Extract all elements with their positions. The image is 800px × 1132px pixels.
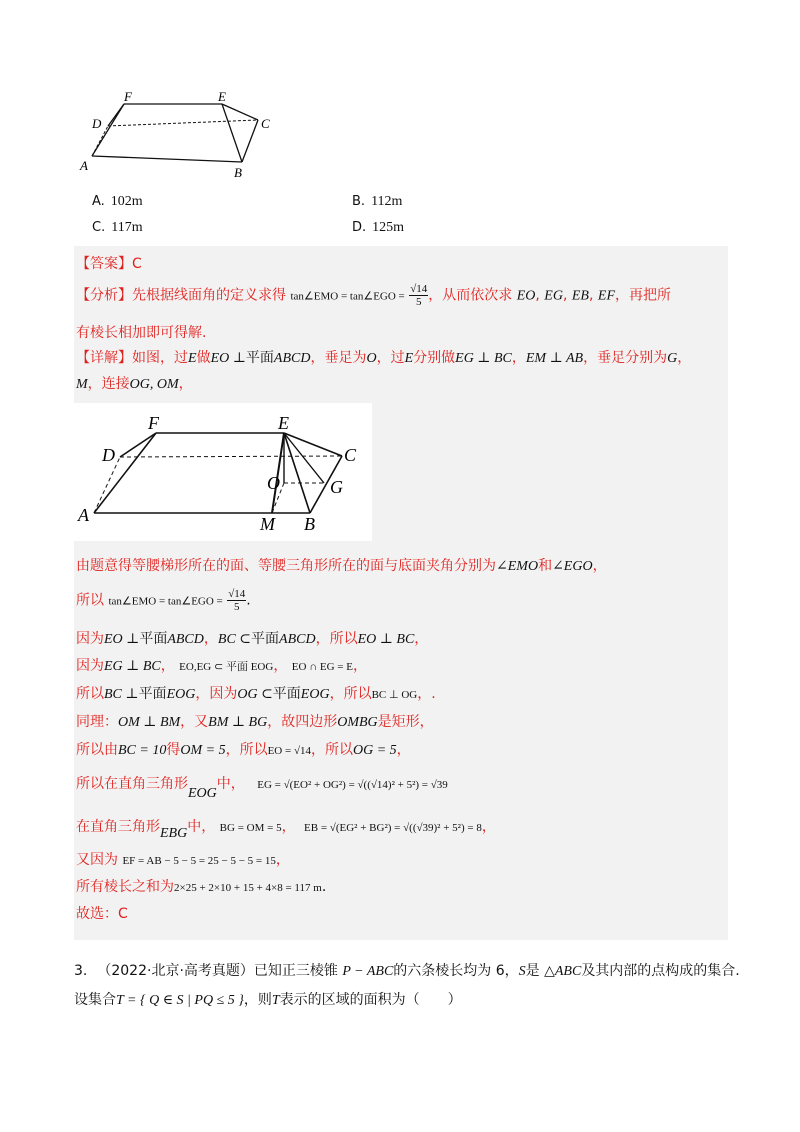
detail-text: ，垂足分别为 xyxy=(583,350,668,366)
step-text: ，所以 xyxy=(225,742,268,758)
detail-math: EG ⊥ BC xyxy=(455,351,512,366)
analysis-text-1: 先根据线面角的定义求得 xyxy=(132,287,286,304)
detail-line-1 xyxy=(76,347,691,367)
question-number: 3. xyxy=(74,963,88,979)
option-d[interactable] xyxy=(352,220,404,236)
step-text: 又因为 xyxy=(76,852,118,868)
step-text: ， xyxy=(160,658,175,674)
option-a-value: 102m xyxy=(110,194,143,209)
detail-text: 分别做 xyxy=(413,350,456,366)
step-math: EO ∩ EG = E xyxy=(291,661,353,673)
step-line-4 xyxy=(76,655,367,675)
analysis-var-EF: EF xyxy=(597,288,615,304)
edge-DC-hidden xyxy=(108,120,258,126)
detail-var-M: M xyxy=(76,377,88,392)
step-text: 因为 xyxy=(76,658,104,674)
edge-BC xyxy=(242,120,258,162)
analysis-var-EO: EO xyxy=(516,288,536,304)
step-text: ， xyxy=(273,658,288,674)
step-math: OMBG xyxy=(337,715,378,730)
step-text: 和 xyxy=(538,558,553,574)
fig1-label-A: A xyxy=(80,158,88,173)
fig1-label-B: B xyxy=(234,165,242,180)
step-text: 平面 xyxy=(251,631,280,647)
fig2-label-F: F xyxy=(148,413,159,433)
step-math: BC ⊥ xyxy=(104,687,139,702)
analysis-var-EB: EB xyxy=(571,288,589,304)
step-line-6 xyxy=(76,711,434,731)
step-text: ，所以 xyxy=(315,631,358,647)
step-math: EOG xyxy=(300,687,330,702)
question-math: S xyxy=(518,964,526,979)
step-line-10 xyxy=(76,849,290,869)
step-text: ， xyxy=(275,852,290,868)
question-3-line-1 xyxy=(74,960,740,980)
step-math: EB = √(EG² + BG²) = √((√39)² + 5²) = 8 xyxy=(304,822,482,834)
edge-EB xyxy=(222,104,242,162)
question-text: ，则 xyxy=(243,992,272,1008)
option-c-letter: C. xyxy=(92,220,106,235)
step-math: BG = OM = 5 xyxy=(219,822,282,834)
step-line-7 xyxy=(76,739,411,759)
step-final-answer: C xyxy=(118,906,128,922)
step-math: OG = 5 xyxy=(352,743,397,758)
step-text: 故选： xyxy=(76,906,118,922)
step-math: BC = 10 xyxy=(118,743,167,758)
answer-tag: 【答案】 xyxy=(76,256,132,272)
question-math: T = { Q ∈ S | PQ ≤ 5 } xyxy=(116,993,244,1008)
step-text: ，所以 xyxy=(310,742,353,758)
analysis-var-EG: EG xyxy=(544,288,563,304)
fig2-label-O: O xyxy=(267,473,280,493)
detail-math: EO ⊥ xyxy=(210,351,246,366)
step-text: ， xyxy=(481,819,496,835)
step-math: EO = √14 xyxy=(267,745,311,757)
question-text: 的六条棱长均为 6， xyxy=(393,963,519,979)
step-math: ∠EGO xyxy=(552,559,593,574)
question-math: P − ABC xyxy=(342,964,394,979)
step-line-11 xyxy=(76,876,326,896)
option-b-letter: B. xyxy=(352,194,366,209)
option-b[interactable] xyxy=(352,194,402,210)
question-text: （2022·北京·高考真题）已知正三棱锥 xyxy=(97,963,338,979)
step-text: ，故四边形 xyxy=(267,714,338,730)
step-math: OG ⊂ xyxy=(237,687,273,702)
detail-math: EM ⊥ AB xyxy=(525,351,584,366)
fig2-label-B: B xyxy=(304,514,315,534)
detail-var-E: E xyxy=(404,351,414,366)
step-text: 所以 xyxy=(76,592,104,609)
detail-text: ， xyxy=(178,376,193,392)
step-math: EO ⊥ xyxy=(104,632,140,647)
step-text: 因为 xyxy=(76,631,104,647)
step-text: ，因为 xyxy=(195,686,238,702)
step-text: . xyxy=(246,592,251,609)
step-line-5 xyxy=(76,683,436,703)
detail-tag: 【详解】 xyxy=(76,350,132,366)
step-text: 所以由 xyxy=(76,742,118,758)
figure-1-trapezoid-prism xyxy=(70,90,290,185)
step-math: EOG xyxy=(166,687,196,702)
step-text: ， xyxy=(352,658,367,674)
step-text: 平面 xyxy=(272,686,301,702)
fig2-label-C: C xyxy=(344,445,357,465)
step-math: ∠EMO xyxy=(496,559,539,574)
step-line-1 xyxy=(76,555,607,575)
step-line-3 xyxy=(76,628,428,648)
edge-DF xyxy=(108,104,124,126)
step-line-8 xyxy=(76,773,448,801)
detail-text: ，连接 xyxy=(87,376,130,392)
fig2-label-A: A xyxy=(78,505,89,525)
option-a-letter: A. xyxy=(92,194,105,209)
answer-line xyxy=(76,253,142,273)
detail-text: ， xyxy=(511,350,526,366)
step-math: OM ⊥ BM xyxy=(118,715,181,730)
question-3-line-2 xyxy=(74,989,462,1009)
analysis-line-1: 【分析】先根据线面角的定义求得 tan∠EMO = tan∠EGO = $\frac{√14}{5}$ ，从而依次求 EO, EG, EB, EF，再把所 xyxy=(76,283,671,308)
step-math: BC ⊥ OG xyxy=(371,689,418,701)
analysis-text-3: ，再把所 xyxy=(615,287,671,304)
step-math: ABCD xyxy=(279,632,316,647)
edge-EC xyxy=(222,104,258,120)
step-text: ，又 xyxy=(180,714,209,730)
step-text: 中， xyxy=(187,819,216,835)
detail-text: 做 xyxy=(196,350,211,366)
detail-var-E: E xyxy=(188,351,197,366)
analysis-fraction-den: 5 xyxy=(415,296,422,308)
option-c[interactable] xyxy=(92,220,143,236)
question-math: △ABC xyxy=(544,964,582,979)
option-d-letter: D. xyxy=(352,220,367,235)
step-text: 同理： xyxy=(76,714,118,730)
detail-math: ABCD xyxy=(273,351,311,366)
detail-text: 平面 xyxy=(245,350,274,366)
analysis-line-2 xyxy=(76,322,206,342)
detail-line-2 xyxy=(76,373,193,393)
question-text: 表示的区域的面积为（ ） xyxy=(279,992,462,1008)
step-text: ， xyxy=(203,631,218,647)
step-text: ， xyxy=(396,742,411,758)
analysis-equation: tan∠EMO = tan∠EGO = xyxy=(290,290,405,303)
step-math: EG ⊥ BC xyxy=(104,659,161,674)
step-math: BC ⊂ xyxy=(217,632,252,647)
step-text: . xyxy=(321,879,327,895)
step-line-9 xyxy=(76,816,496,841)
step-line-12 xyxy=(76,903,128,923)
step-text: 在直角三角形 xyxy=(76,819,160,835)
step-text: 由题意得等腰梯形所在的面、等腰三角形所在的面与底面夹角分别为 xyxy=(76,558,496,574)
step-math: ABCD xyxy=(167,632,204,647)
detail-math: OG, OM xyxy=(129,377,179,392)
detail-text: ， xyxy=(677,350,692,366)
figure-2-background xyxy=(74,403,372,541)
step-text: ，. xyxy=(417,686,436,702)
detail-var-O: O xyxy=(366,351,377,366)
step-text: 平面 xyxy=(138,686,167,702)
step-text: ， xyxy=(592,558,607,574)
step-text: 所以 xyxy=(76,686,104,702)
step-math: EO ⊥ BC xyxy=(357,632,415,647)
step-2-fraction-num: √14 xyxy=(228,588,246,600)
analysis-fraction-num: √14 xyxy=(410,283,428,295)
detail-text: ，垂足为 xyxy=(310,350,367,366)
step-math: EO,EG ⊂ 平面 EOG xyxy=(179,661,274,673)
fig2-label-M: M xyxy=(260,514,275,534)
step-math: OM = 5 xyxy=(180,743,226,758)
detail-var-G: G xyxy=(667,351,678,366)
step-text: 是矩形， xyxy=(377,714,434,730)
step-text: 所有棱长之和为 xyxy=(76,879,174,895)
fig2-label-E: E xyxy=(278,413,289,433)
analysis-text-4: 有棱长相加即可得解. xyxy=(76,325,207,341)
question-text: 及其内部的点构成的集合. xyxy=(581,963,740,979)
fig2-label-D: D xyxy=(102,445,115,465)
step-math: EOG xyxy=(188,786,217,801)
fig2-label-G: G xyxy=(330,477,343,497)
option-c-value: 117m xyxy=(111,220,143,235)
step-text: ， xyxy=(281,819,296,835)
question-text: 是 xyxy=(525,963,540,979)
answer-value: C xyxy=(132,256,142,272)
step-text: 平面 xyxy=(139,631,168,647)
fig1-label-D: D xyxy=(92,116,102,131)
detail-text: 如图，过 xyxy=(132,350,188,366)
question-text: 设集合 xyxy=(74,992,116,1008)
step-text: 得 xyxy=(166,742,181,758)
step-line-2 xyxy=(76,588,251,613)
step-math: 2×25 + 2×10 + 15 + 4×8 = 117 m xyxy=(174,882,322,894)
step-text: 中， xyxy=(216,776,245,792)
question-math: T xyxy=(271,993,280,1008)
detail-text: ，过 xyxy=(376,350,405,366)
step-text: 所以在直角三角形 xyxy=(76,776,188,792)
analysis-fraction xyxy=(409,283,428,308)
step-text: ， xyxy=(414,631,429,647)
step-math: EG = √(EO² + OG²) = √((√14)² + 5²) = √39 xyxy=(257,779,448,791)
step-2-fraction xyxy=(227,588,246,613)
edge-AB xyxy=(92,156,242,162)
step-2-fraction-den: 5 xyxy=(233,601,240,613)
option-a[interactable] xyxy=(92,194,143,210)
step-math: BM ⊥ BG xyxy=(208,715,268,730)
fig1-label-F: F xyxy=(124,90,132,104)
analysis-tag: 【分析】 xyxy=(76,287,132,304)
fig1-label-C: C xyxy=(261,116,270,131)
step-math: EBG xyxy=(160,826,188,841)
option-b-value: 112m xyxy=(371,194,403,209)
step-math: EF = AB − 5 − 5 = 25 − 5 − 5 = 15 xyxy=(122,855,276,867)
step-math: tan∠EMO = tan∠EGO = xyxy=(108,595,223,608)
option-d-value: 125m xyxy=(372,220,405,235)
step-text: ，所以 xyxy=(329,686,372,702)
figure-2-detailed-solid xyxy=(74,403,372,541)
fig1-label-E: E xyxy=(218,90,226,104)
analysis-text-2: ，从而依次求 xyxy=(428,287,513,304)
